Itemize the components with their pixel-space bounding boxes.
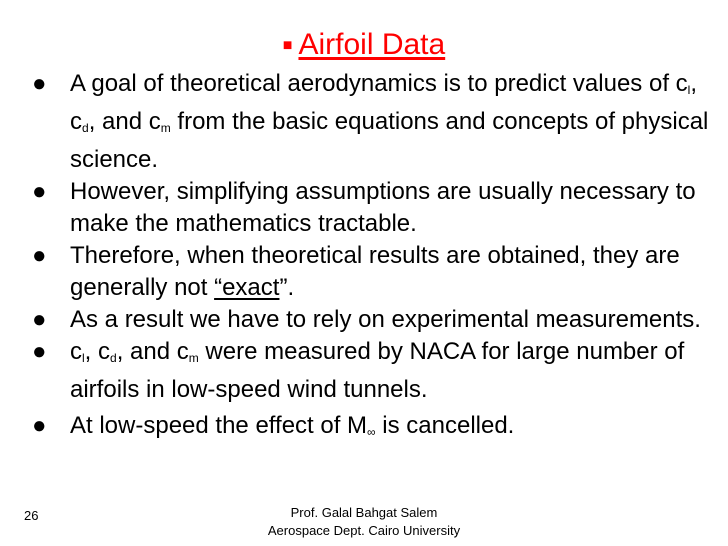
title-square-icon: ■	[282, 37, 293, 55]
bullet-dot-icon: ●	[32, 412, 47, 439]
credit-author: Prof. Galal Bahgat Salem	[290, 505, 438, 520]
bullet-text: ”.	[279, 274, 295, 301]
bullet-item	[32, 410, 712, 448]
bullet-text: , c	[84, 338, 111, 365]
bullet-dot-icon: ●	[32, 306, 47, 333]
footer-credit	[0, 504, 728, 540]
bullet-dot-icon: ●	[32, 338, 47, 365]
bullet-text: As a result we have to rely on experimental measurements.	[70, 306, 701, 333]
page-number: 26	[24, 508, 39, 523]
bullet-text: c	[70, 338, 82, 365]
bullet-dot-icon: ●	[32, 70, 47, 97]
bullet-item	[32, 240, 712, 304]
bullet-text: , and c	[88, 108, 161, 135]
bullet-text: , c	[70, 70, 698, 135]
subscript: l	[687, 83, 691, 97]
exact-link[interactable]: “exact	[214, 274, 280, 301]
bullet-list	[32, 68, 712, 448]
bullet-item	[32, 68, 712, 176]
bullet-item	[32, 304, 712, 336]
slide-title	[0, 28, 728, 63]
bullet-dot-icon: ●	[32, 242, 47, 269]
subscript: m	[188, 351, 199, 365]
bullet-text: were measured by NACA for large number of airfoils in low-speed wind tunnels.	[70, 338, 685, 403]
subscript: d	[82, 121, 89, 135]
bullet-text: from the basic equations and concepts of physical science.	[70, 108, 709, 173]
credit-affiliation: Aerospace Dept. Cairo University	[267, 523, 461, 538]
bullet-dot-icon: ●	[32, 178, 47, 205]
bullet-text: At low-speed the effect of M	[70, 412, 368, 439]
bullet-text: is cancelled.	[375, 412, 515, 439]
bullet-text: A goal of theoretical aerodynamics is to predict values of c	[70, 70, 688, 97]
bullet-text: , and c	[116, 338, 189, 365]
title-text: Airfoil Data	[298, 28, 446, 61]
bullet-item	[32, 176, 712, 240]
subscript: m	[160, 121, 171, 135]
subscript: ∞	[367, 425, 376, 439]
subscript: d	[110, 351, 117, 365]
bullet-item	[32, 336, 712, 406]
bullet-text: However, simplifying assumptions are usually necessary to make the mathematics tractable.	[70, 178, 696, 237]
subscript: l	[82, 351, 85, 365]
bullet-text: Therefore, when theoretical results are obtained, they are generally not	[70, 242, 680, 301]
